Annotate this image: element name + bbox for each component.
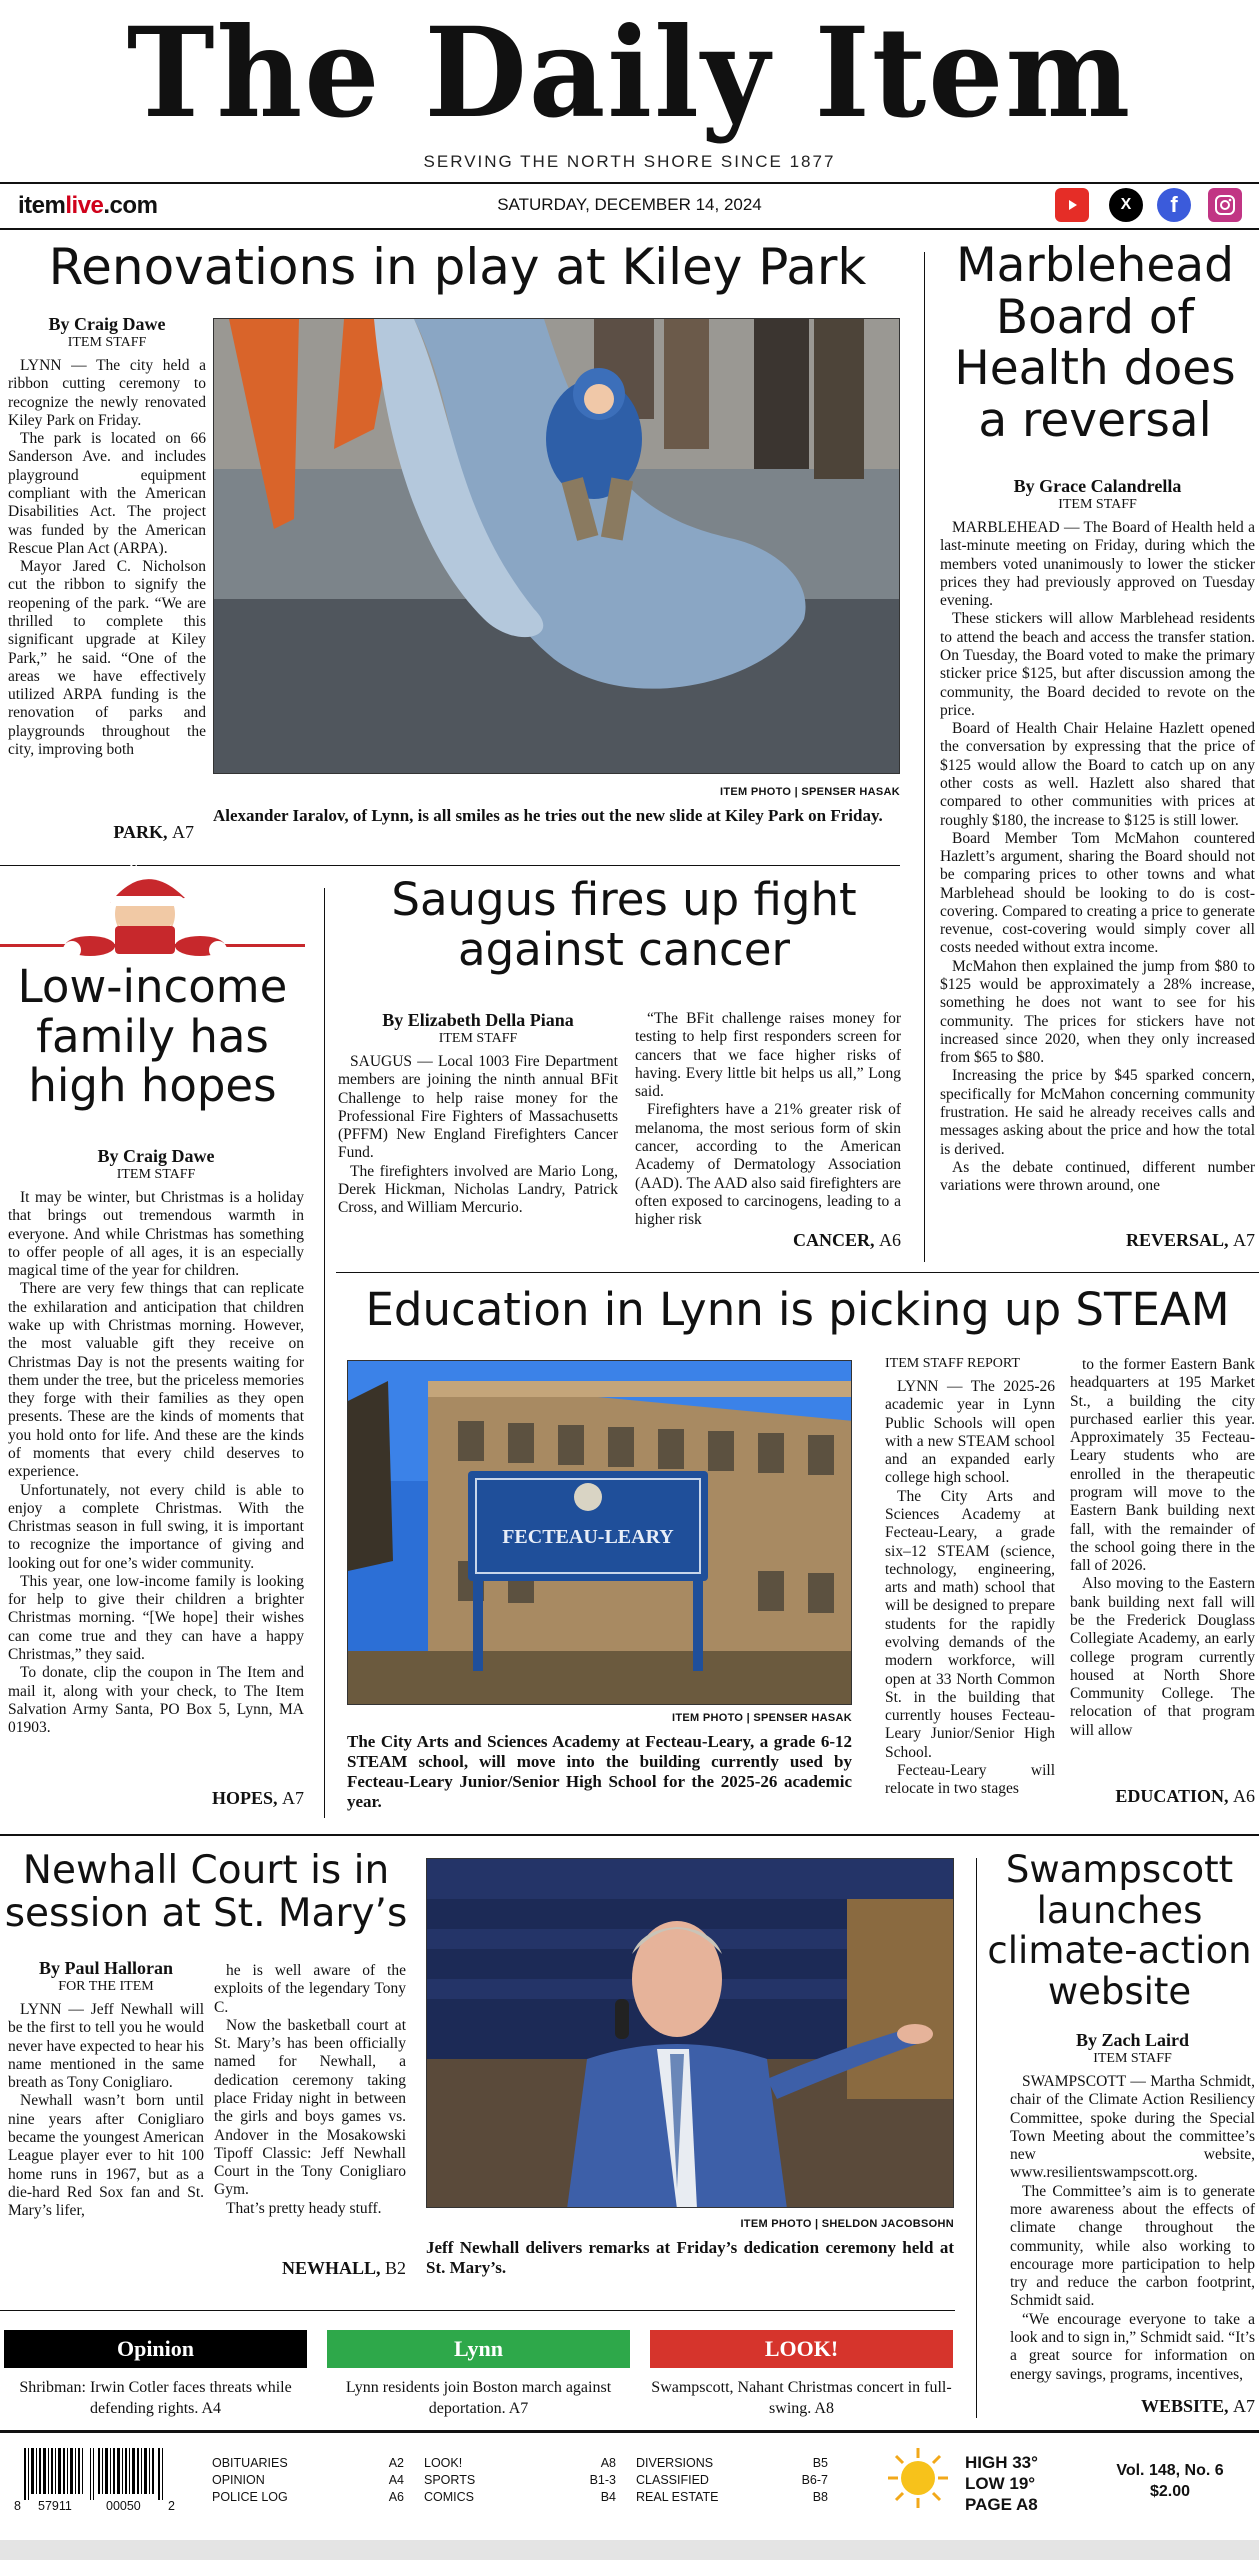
promo-lynn[interactable] <box>327 2330 630 2420</box>
promo-lynn-label: Lynn <box>327 2330 630 2368</box>
index-col-1 <box>212 2455 404 2506</box>
index-item[interactable]: CLASSIFIED B6-7 <box>636 2473 828 2487</box>
index-col-3 <box>636 2455 828 2506</box>
hopes-headline[interactable]: Low-income family has high hopes <box>17 960 288 1112</box>
kiley-body: LYNN — The city held a ribbon cutting ceremony to recognize the newly renovated Kiley Park on Friday. The park is located on 66 Sanderson Ave. and includes playground equipment compliant with the American Disabilities Act. The project was funded by the American Rescue Plan Act (ARPA). Mayor Jared C. Nicholson cut the ribbon to signify the reopening of the park. “We are thrilled to complete this significant upgrade at Kiley Park,” he said. “One of the areas we have effectively utilized ARPA funding is the renovation of parks and playgrounds throughout the city, improving both <box>8 357 206 758</box>
hopes-jump[interactable]: HOPES, A7 <box>211 1788 304 1808</box>
index-item[interactable]: SPORTS B1-3 <box>424 2473 616 2487</box>
newhall-photo[interactable] <box>426 1858 954 2208</box>
rule-saugus <box>336 1272 1259 1273</box>
promo-look[interactable] <box>650 2330 953 2420</box>
youtube-icon[interactable] <box>1055 188 1089 222</box>
promo-look-label: LOOK! <box>650 2330 953 2368</box>
masthead-rule <box>0 182 1259 184</box>
newhall-staff: FOR THE ITEM <box>58 1979 154 1994</box>
hopes-byline: By Craig Dawe <box>97 1146 215 1166</box>
weather-page: PAGE A8 <box>965 2495 1038 2514</box>
steam-caption: The City Arts and Sciences Academy at Fecteau-Leary, a grade 6-12 STEAM school, will move into the building currently used by Fecteau-Leary Junior/Senior High School for the 2025-26 academic year. <box>347 1732 852 1812</box>
saugus-headline[interactable]: Saugus fires up fight against cancer <box>391 873 857 976</box>
promo-lynn-text: Lynn residents join Boston march against deportation. A7 <box>345 2379 612 2417</box>
index-col-2 <box>424 2455 616 2506</box>
marblehead-byline: By Grace Calandrella <box>1013 476 1182 496</box>
saugus-byline: By Elizabeth Della Piana <box>382 1010 574 1030</box>
masthead <box>0 0 1259 180</box>
masthead-tagline: SERVING THE NORTH SHORE SINCE 1877 <box>423 152 836 171</box>
index-item[interactable]: OBITUARIES A2 <box>212 2456 404 2470</box>
rule-newhall <box>0 2310 955 2311</box>
index-item[interactable]: POLICE LOG A6 <box>212 2490 404 2504</box>
kiley-jump[interactable]: PARK, A7 <box>113 822 194 842</box>
masthead-title: The Daily Item <box>126 0 1133 146</box>
hopes-staff: ITEM STAFF <box>116 1167 196 1182</box>
marblehead-staff: ITEM STAFF <box>1058 497 1137 512</box>
index-item[interactable]: DIVERSIONS B5 <box>636 2456 828 2470</box>
barcode-bars <box>14 2448 174 2500</box>
newhall-col2: he is well aware of the exploits of the legendary Tony C. Now the basketball court at St. Mary’s has been officially named for Newhall, a dedication ceremony taking place Friday night in between the girls and boys games vs. Andover in the Mosakowski Tipoff Classic: Jeff Newhall Court in the Tony Conigliaro Gym. That’s pretty heady stuff. <box>214 1962 406 2217</box>
marblehead-article <box>940 476 1255 1195</box>
kiley-caption: Alexander Iaralov, of Lynn, is all smiles as he tries out the new slide at Kiley Park on Friday. <box>213 806 883 825</box>
kiley-article <box>8 314 206 759</box>
steam-sign-text: FECTEAU-LEARY <box>502 1526 674 1548</box>
hopes-article <box>8 1146 304 1737</box>
swampscott-jump[interactable]: WEBSITE, A7 <box>1140 2396 1255 2416</box>
marblehead-jump[interactable]: REVERSAL, A7 <box>1125 1230 1255 1250</box>
bottom-strip <box>0 2540 1259 2560</box>
steam-headline[interactable]: Education in Lynn is picking up STEAM <box>365 1283 1230 1336</box>
index-item[interactable]: OPINION A4 <box>212 2473 404 2487</box>
marblehead-headline[interactable]: Marblehead Board of Health does a reversal <box>954 238 1236 449</box>
rule-steam <box>0 1834 1259 1836</box>
weather <box>965 2452 1038 2515</box>
sun-icon <box>886 2446 950 2510</box>
promo-opinion[interactable] <box>4 2330 307 2420</box>
barcode <box>14 2448 184 2518</box>
saugus-col2: “The BFit challenge raises money for testing to help first responders screen for cancers that we face higher risks of having. Every little bit helps us all,” Long said. Firefighters have a 21% greater risk of melanoma, the most serious form of skin cancer, according to the American Academy of Dermatology Association (AAD). The AAD also said firefighters are often exposed to carcinogens, leading to a higher risk <box>635 1010 901 1229</box>
volume-number: Vol. 148, No. 6 <box>1116 2462 1224 2479</box>
index-item[interactable]: COMICS B4 <box>424 2490 616 2504</box>
swampscott-byline: By Zach Laird <box>1075 2030 1190 2050</box>
facebook-icon[interactable]: f <box>1157 188 1191 222</box>
steam-col2: to the former Eastern Bank headquarters at 195 Market St., a building the city purchased earlier this year. Approximately 35 Fecteau-Leary students who are enrolled in the therapeutic program will move to the Eastern Bank building next fall, with the remainder of the school going there in the fall of 2026. Also moving to the Eastern bank building next fall will be the Frederick Douglass Collegiate Academy, an early college program currently housed at North Shore Community College. The relocation of that program will allow <box>1070 1356 1255 1739</box>
swampscott-staff: ITEM STAFF <box>1093 2051 1172 2066</box>
rule-hopes <box>324 888 325 1818</box>
barcode-mid2: 00050 <box>106 2499 141 2513</box>
promo-opinion-label: Opinion <box>4 2330 307 2368</box>
kiley-byline: By Craig Dawe <box>48 314 166 334</box>
index-item[interactable]: LOOK! A8 <box>424 2456 616 2470</box>
newhall-jump[interactable]: NEWHALL, B2 <box>281 2258 406 2278</box>
newhall-col1: By Paul Halloran FOR THE ITEM LYNN — Jeff Newhall will be the first to tell you he would never have expected to hear his name mentioned in the same breath as Tony Conigliaro. Newhall wasn’t born until nine years after Conigliaro became the youngest American League player ever to hit 100 home runs in 1967, but as a die-hard Red Sox fan and St. Mary’s lifer, <box>8 1958 204 2220</box>
steam-photo-credit: ITEM PHOTO | SPENSER HASAK <box>672 1712 852 1724</box>
kiley-headline[interactable]: Renovations in play at Kiley Park <box>48 238 867 296</box>
santa-logo: Item <box>128 862 155 877</box>
swampscott-headline[interactable]: Swampscott launches climate-action website <box>987 1848 1252 2014</box>
barcode-right: 2 <box>168 2499 175 2513</box>
footer-rule <box>0 2430 1259 2433</box>
price: $2.00 <box>1149 2483 1191 2500</box>
hopes-body: It may be winter, but Christmas is a holiday that brings out tremendous warmth in everyone. And while Christmas has something to offer people of all ages, it is an especially magical time of the year for children. There are very few things that can replicate the exhilaration and anticipation that children wake up with Christmas morning. However, the most valuable gift they receive on Christmas Day is not the presents waiting for them under the tree, but the priceless memories they forge with their families as they open presents. These are the kinds of moments that you hold onto for life. And these are the kinds of moments that every child deserves to experience. Unfortunately, not every child is able to enjoy a complete Christmas. With the Christmas season in full swing, it is important to recognize the importance of giving and looking out for one’s wider community. This year, one low-income family is looking for help to give their children a brighter Christmas morning. “[We hope] their wishes can come true and they can have a happy Christmas,” they said. To donate, clip the coupon in The Item and mail it, along with your check, to The Item Salvation Army Santa, PO Box 5, Lynn, MA 01903. <box>8 1189 304 1737</box>
rule-marblehead <box>924 252 925 1262</box>
newhall-headline[interactable]: Newhall Court is in session at St. Mary’s <box>4 1848 408 1936</box>
weather-low: LOW 19° <box>965 2474 1036 2493</box>
dateline: SATURDAY, DECEMBER 14, 2024 <box>497 195 762 214</box>
saugus-staff: ITEM STAFF <box>438 1031 518 1046</box>
newhall-byline: By Paul Halloran <box>38 1958 173 1978</box>
weather-high: HIGH 33° <box>965 2453 1038 2472</box>
barcode-mid1: 57911 <box>38 2499 72 2513</box>
steam-photo[interactable] <box>347 1360 852 1705</box>
steam-col1: ITEM STAFF REPORT LYNN — The 2025-26 academic year in Lynn Public Schools will open with a new STEAM school and an expanded early college high school. The City Arts and Sciences Academy at Fecteau-Leary, a grade six–12 STEAM (science, technology, engineering, arts and math) school that will be designed to prepare students for the rapidly evolving demands of the modern workforce, will open at 33 North Common St. in the building that currently houses Fecteau-Leary Junior/Senior High School. Fecteau-Leary will relocate in two stages <box>885 1356 1055 1798</box>
steam-jump[interactable]: EDUCATION, A6 <box>1115 1786 1255 1806</box>
kiley-staff: ITEM STAFF <box>67 335 147 350</box>
index-item[interactable]: REAL ESTATE B8 <box>636 2490 828 2504</box>
newhall-caption: Jeff Newhall delivers remarks at Friday’s dedication ceremony held at St. Mary’s. <box>426 2238 954 2278</box>
x-icon[interactable]: X <box>1109 188 1143 222</box>
kiley-photo[interactable] <box>213 318 900 774</box>
promo-look-text: Swampscott, Nahant Christmas concert in full-swing. A8 <box>651 2379 952 2417</box>
instagram-icon[interactable] <box>1208 188 1242 222</box>
kiley-photo-credit: ITEM PHOTO | SPENSER HASAK <box>720 786 900 798</box>
newhall-photo-credit: ITEM PHOTO | SHELDON JACOBSOHN <box>740 2218 954 2230</box>
saugus-col1: By Elizabeth Della Piana ITEM STAFF SAUGUS — Local 1003 Fire Department members are joining the ninth annual BFit Challenge to help raise money for the Professional Fire Fighters of Massachusetts (PFFM) New England Firefighters Cancer Fund. The firefighters involved are Mario Long, Derek Hickman, Nicholas Landry, Patrick Cross, and William Mercurio. <box>338 1010 618 1217</box>
swampscott-article: By Zach Laird ITEM STAFF SWAMPSCOTT — Martha Schmidt, chair of the Climate Action Resiliency Committee, spoke during the Special Town Meeting about the committee’s new website, www.resilientswampscott.org. The Committee’s aim is to generate more awareness about the effects of climate change throughout the community, while also working to encourage more participation to help try and reduce the carbon footprint, Schmidt said. “We encourage everyone to take a look and to sign in,” Schmidt said. “It’s a great source for information on energy savings, programs, incentives, <box>1010 2030 1255 2383</box>
marblehead-body: MARBLEHEAD — The Board of Health held a last-minute meeting on Friday, during which the members voted unanimously to lower the sticker prices they had previously approved on Tuesday evening. These stickers will allow Marblehead residents to attend the beach and access the transfer station. On Tuesday, the Board voted to make the primary sticker price $125, but after discussion among the community, the Board decided to revote on the price. Board of Health Chair Helaine Hazlett opened the conversation by expressing that the price of $125 would allow the Board to catch up on any other costs as well. Hazlett also shared that compared to other communities with prices at roughly $180, the increase to $125 is still lower. Board Member Tom McMahon countered Hazlett’s argument, sharing the Board should not be comparing prices to other towns and what Marblehead should be looking to do is cost-covering. Compared to creating a price to generate revenue, cost-covering would simply cover all costs needed without extra income. McMahon then explained the jump from $80 to $125 would be approximately a 28% increase, something he does not want to see for his community. The prices for stickers have not increased since 2020, when they only increased from $65 to $80. Increasing the price by $45 sparked concern, specifically for McMahon concerning community frustration. He said he already receives calls and messages asking about the price and how the total is derived. As the debate continued, different number variations were thrown around, one <box>940 519 1255 1195</box>
barcode-left: 8 <box>14 2499 21 2513</box>
promo-opinion-text: Shribman: Irwin Cotler faces threats while defending rights. A4 <box>19 2379 292 2417</box>
volume <box>1100 2460 1240 2502</box>
santa-illustration <box>0 858 305 958</box>
steam-report: ITEM STAFF REPORT <box>885 1356 1020 1371</box>
rule-swampscott <box>976 1858 977 2418</box>
saugus-jump[interactable]: CANCER, A6 <box>792 1230 901 1250</box>
topbar-rule <box>0 228 1259 230</box>
site-logo[interactable]: itemlive.com <box>18 192 158 219</box>
